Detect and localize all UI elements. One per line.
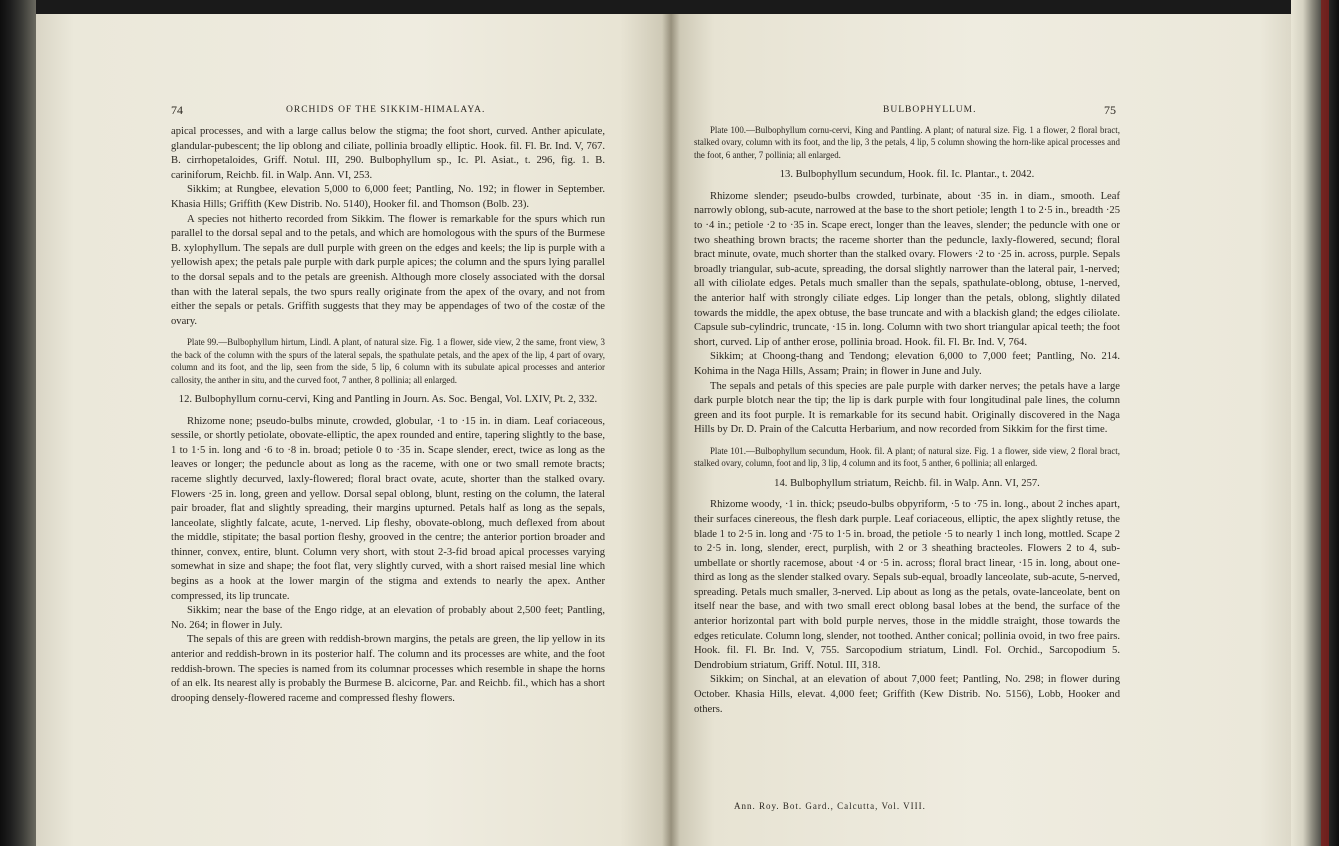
plate-caption: Plate 100.—Bulbophyllum cornu-cervi, King and Pantling. A plant; of natural size. Fig. 1 a flower, 2 floral bract, stalked ovary, column with its foot, and the lip, 3 the petals, 4 lip, 5 column showing the horn-like apical processes and the foot, 6 anther, 7 pollinia; all enlarged. — [694, 125, 1120, 160]
paragraph: Sikkim; on Sinchal, at an elevation of about 7,000 feet; Pantling, No. 298; in flower during October. Khasia Hills, elevat. 4,000 feet; Griffith (Kew Distrib. No. 5156), Lobb, Hooker and others. — [694, 674, 1120, 715]
paragraph: Sikkim; at Rungbee, elevation 5,000 to 6,000 feet; Pantling, No. 192; in flower in September. Khasia Hills; Griffith (Kew Distrib. No. 5140), Hooker fil. and Thomson (Bolb. 23). — [171, 184, 605, 210]
left-running-head: ORCHIDS OF THE SIKKIM-HIMALAYA. — [286, 105, 486, 115]
paragraph: The sepals and petals of this species are pale purple with darker nerves; the petals have a large dark purple blotch near the tip; the lip is dark purple with four longitudinal pale lines, the column green and its foot purple. It is remarkable for its secund habit. Originally discovered in the Naga Hills by Dr. D. Prain of the Calcutta Herbarium, and now recorded from Sikkim for the first time. — [694, 380, 1120, 436]
paragraph: Sikkim; at Choong-thang and Tendong; elevation 6,000 to 7,000 feet; Pantling, No. 214. Kohima in the Naga Hills, Assam; Prain; in flower in June and July. — [694, 351, 1120, 377]
page-edge-red-band — [1321, 0, 1329, 846]
left-page-number: 74 — [171, 103, 183, 117]
paragraph: Rhizome none; pseudo-bulbs minute, crowded, globular, ·1 to ·15 in. in diam. Leaf coriaceous, sessile, or shortly petiolate, obovate-elliptic, the apex rounded and entire, tapering slightly to the base, 1 to 1·5 in. long and ·6 to ·8 in. broad; petiole 0 to ·35 in. Scape slender, erect, twice as long as the leaves or longer; the peduncle about as long as the raceme, with one or two small remote bracts; raceme slightly decurved, laxly-flowered; floral bract ovate, acute, shorter than the stalked ovary. Flowers ·25 in. long, green and yellow. Dorsal sepal oblong, blunt, resting on the column, the lateral pair broader, flat and slightly spreading, their margins upturned. Petals half as long as the sepals, lanceolate, slightly falcate, acute, 1-nerved. Lip fleshy, obovate-oblong, much deflexed from about the middle, stipitate; the basal portion fleshy, grooved in the centre; the anterior portion broader and thinner, convex, entire, blunt. Column very short, with stout 2-3-fid broad apical processes varying somewhat in size and shape; the foot flat, very slightly curved, with a short raised mesial line which begins as a hook at the lower margin of the stigma and extends to nearly the apex. Anther compressed, its lip truncate. — [171, 415, 605, 602]
right-text-column — [694, 124, 1120, 717]
left-text-column — [171, 125, 605, 706]
book-gutter — [662, 14, 680, 846]
right-running-head: BULBOPHYLLUM. — [883, 105, 977, 115]
paragraph: Rhizome woody, ·1 in. thick; pseudo-bulbs obpyriform, ·5 to ·75 in. long., about 2 inches apart, their surfaces cinereous, the flesh dark purple. Leaf coriaceous, elliptic, the apex slightly retuse, the blade 1 to 2·5 in. long and ·75 to 1·5 in. broad, the petiole ·5 to nearly 1 inch long, mottled. Scape 2 to 2·5 in. long, slender, erect, purplish, with 2 or 3 sheathing bracteoles. Flowers 2 to 4, sub-umbellate or shortly racemose, about ·4 or ·5 in. across; floral bract linear, ·15 in. long, about one-third as long as the slender stalked ovary. Sepals sub-equal, broadly lanceolate, sub-acute, 5-nerved, spreading. Petals much smaller, 3-nerved. Lip about as long as the petals, ovate-lanceolate, bent on itself near the base, and with two small erect oblong basal lobes at the bend, the surface of the anterior horizontal part with bold purple nerves, those in the middle straight, those towards the edges reticulate. Column long, slender, not toothed. Anther conical; pollinia ovoid, in two free pairs. Hook. fil. Fl. Br. Ind. V, 755. Sarcopodium striatum, Lindl. Fol. Orchid., Sarcopodium 5. Dendrobium striatum, Griff. Notul. III, 318. — [694, 499, 1120, 671]
paragraph: The sepals of this are green with reddish-brown margins, the petals are green, the lip yellow in its anterior and reddish-brown in its posterior half. The column and its processes are white, and the foot reddish-brown. The species is named from its columnar processes which resemble in shape the horns of an elk. Its nearest ally is probably the Burmese B. alcicorne, Par. and Reichb. fil., which has a short drooping densely-flowered raceme and compressed fleshy flowers. — [171, 634, 605, 704]
species-heading: 12. Bulbophyllum cornu-cervi, King and Pantling in Journ. As. Soc. Bengal, Vol. LXIV, Pt. 2, 332. — [178, 393, 598, 405]
paragraph: apical processes, and with a large callus below the stigma; the foot short, curved. Anther apiculate, glandular-pubescent; the lip oblong and ciliate, pollinia broadly elliptic. Hook. fil. Fl. Br. Ind. V, 767. B. cirrhopetaloides, Griff. Notul. III, 290. Bulbophyllum sp., Ic. Pl. Asiat., t. 296, fig. 1. B. cariniforum, Reichb. fil. in Walp. Ann. VI, 253. — [171, 126, 605, 181]
page-footer: Ann. Roy. Bot. Gard., Calcutta, Vol. VIII. — [734, 801, 926, 811]
plate-caption: Plate 99.—Bulbophyllum hirtum, Lindl. A plant, of natural size. Fig. 1 a flower, side view, 2 the same, front view, 3 the back of the column with the spurs of the lateral sepals, the spathulate petals, and the apex of the lip, 4 part of ovary, column and its foot, and the lip, seen from the side, 5 lip, 6 column with its subulate apical processes and anterior callosity, the anther in situ, and the curved foot, 7 anther, 8 pollinia; all enlarged. — [171, 337, 605, 385]
paragraph: Sikkim; near the base of the Engo ridge, at an elevation of probably about 2,500 feet; Pantling, No. 264; in flower in July. — [171, 605, 605, 631]
species-heading: 13. Bulbophyllum secundum, Hook. fil. Ic. Plantar., t. 2042. — [779, 169, 1035, 181]
species-heading: 14. Bulbophyllum striatum, Reichb. fil. in Walp. Ann. VI, 257. — [774, 477, 1040, 489]
paragraph: Rhizome slender; pseudo-bulbs crowded, turbinate, about ·35 in. in diam., smooth. Leaf narrowly oblong, sub-acute, narrowed at the base to the short petiole; length 1 to 2·5 in., breadth ·25 to ·4 in.; petiole ·2 to ·35 in. Scape erect, longer than the leaves, slender; the peduncle with one or two sheathing brown bracts; the raceme shorter than the peduncle, laxly-flowered, secund; floral bract minute, ovate, much shorter than the stalked ovary. Flowers ·2 to ·25 in. across, purple. Sepals broadly triangular, sub-acute, spreading, the dorsal slightly narrower than the lateral pair, 1-nerved; all with ciliolate edges. Petals much smaller than the sepals, spathulate-oblong, obtuse, 1-nerved, the anterior half with strongly ciliate edges. Lip longer than the petals, oblong, slightly dilated towards the middle, the apex obtuse, the base truncate and with a blackish gland; the edges ciliolate. Capsule sub-cylindric, truncate, ·15 in. long. Column with two short triangular apical teeth; the foot short, curved. Lip of anther erose, pollinia broad. Hook. fil. Fl. Br. Ind. V, 764. — [694, 190, 1120, 348]
plate-caption: Plate 101.—Bulbophyllum secundum, Hook. fil. A plant; of natural size. Fig. 1 a flower, side view, 2 floral bract, stalked ovary, column, foot and lip, 3 lip, 4 column and its foot, 5 anther, 6 pollinia; all enlarged. — [694, 445, 1120, 469]
left-book-edge — [0, 0, 36, 846]
right-book-edge — [1291, 0, 1339, 846]
right-page-number: 75 — [1104, 103, 1116, 117]
paragraph: A species not hitherto recorded from Sikkim. The flower is remarkable for the spurs which run parallel to the dorsal sepal and to the petals, and which are homologous with the spurs of the Burmese B. xylophyllum. The sepals are dull purple with green on the edges and keels; the lip is purple with a yellowish apex; the petals pale purple with dark purple apices; the column and the spurs lying parallel to the dorsal sepals and to the petals are greenish. Although more closely associated with the dorsal than with the lateral sepals, the two spurs really originate from the apex of the ovary, and not from either the sepals or petals. Griffith suggests that they may be appendages of two of the costæ of the ovary. — [171, 213, 605, 327]
